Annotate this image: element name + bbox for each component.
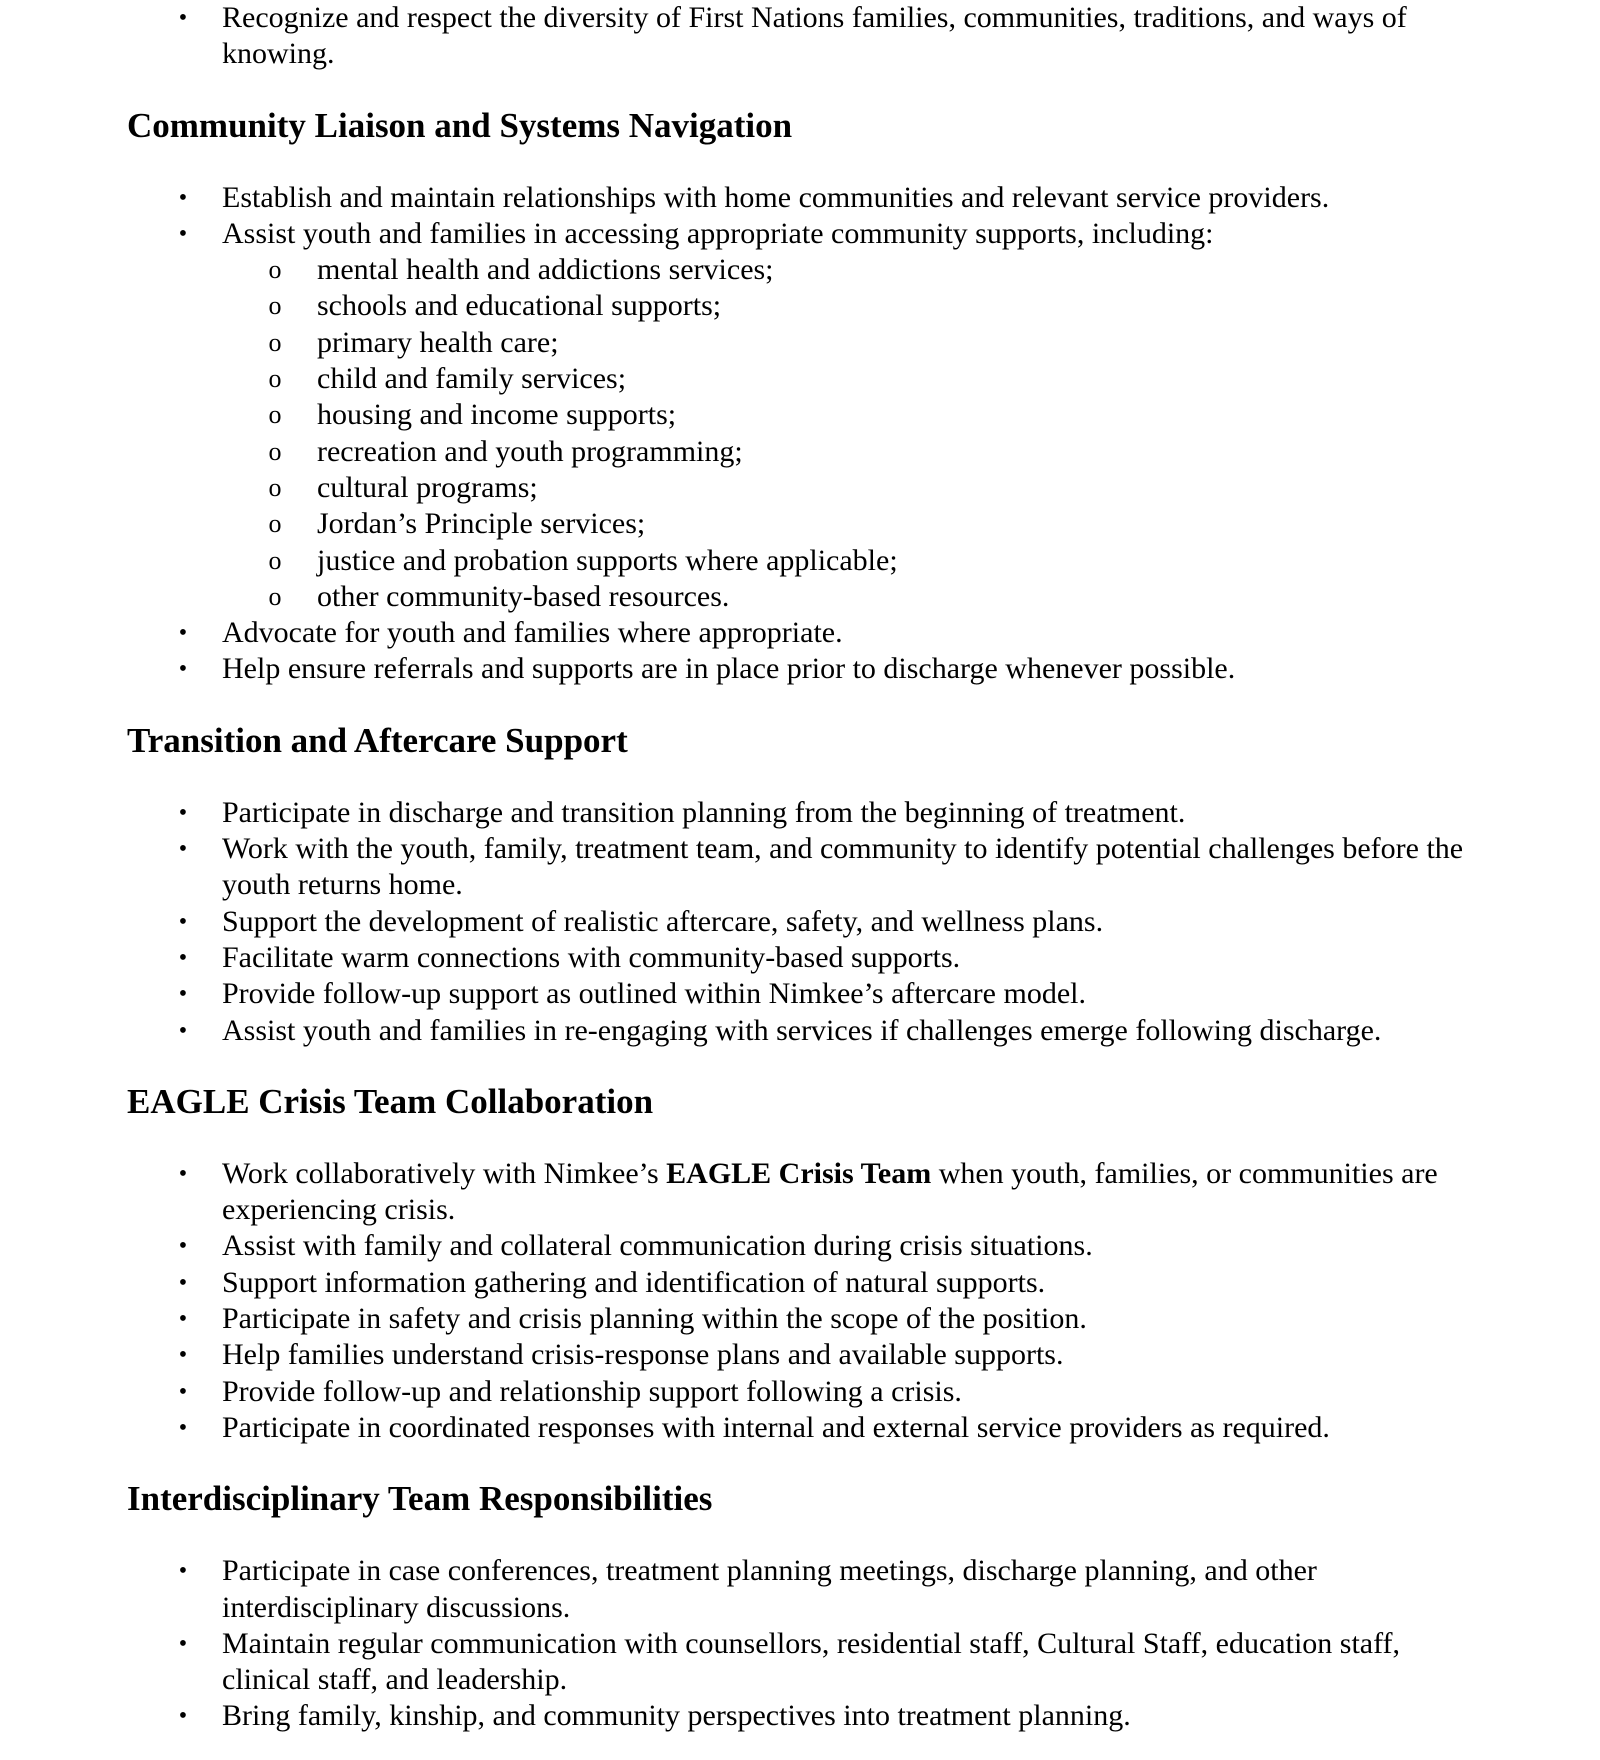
- sub-bullet-marker: o: [268, 436, 282, 466]
- eagle-bullet-list: [127, 1156, 1487, 1446]
- sub-bullet-text: schools and educational supports;: [317, 289, 722, 323]
- bullet-text: Advocate for youth and families where appropriate.: [222, 616, 843, 650]
- sub-list-item: [127, 470, 1487, 506]
- transition-bullet-list: [127, 795, 1487, 1049]
- list-item: [127, 940, 1487, 976]
- list-item: [127, 651, 1487, 687]
- list-item: [127, 1013, 1487, 1049]
- sub-bullet-marker: o: [268, 545, 282, 575]
- list-item: [127, 976, 1487, 1012]
- sub-list-item: [127, 252, 1487, 288]
- list-item: [127, 1156, 1487, 1229]
- bullet-text: Establish and maintain relationships with home communities and relevant service providers.: [222, 180, 1330, 214]
- sub-bullet-marker: o: [268, 255, 282, 285]
- bullet-text: Help families understand crisis-response plans and available supports.: [222, 1338, 1064, 1372]
- bullet-marker: •: [178, 656, 188, 683]
- bullet-marker: •: [178, 1269, 188, 1296]
- bullet-text: Assist youth and families in re-engaging with services if challenges emerge following discharge.: [222, 1013, 1382, 1047]
- bullet-marker: •: [178, 1378, 188, 1405]
- bullet-marker: •: [178, 184, 188, 211]
- list-item: [127, 0, 1487, 73]
- list-item: [127, 615, 1487, 651]
- bullet-marker: •: [178, 1414, 188, 1441]
- document-content: [127, 0, 1487, 1735]
- sub-bullet-text: primary health care;: [317, 325, 559, 359]
- list-item: [127, 1301, 1487, 1337]
- bullet-marker: •: [178, 1306, 188, 1333]
- list-item: [127, 180, 1487, 216]
- section-heading-eagle-crisis-team: EAGLE Crisis Team Collaboration: [127, 1081, 654, 1121]
- sub-bullet-text: Jordan’s Principle services;: [317, 507, 646, 541]
- bullet-text: Maintain regular communication with counsellors, residential staff, Cultural Staff, education staff, clinical staff, and leadership.: [222, 1626, 1401, 1697]
- list-item: [127, 795, 1487, 831]
- bullet-text: Assist with family and collateral communication during crisis situations.: [222, 1229, 1093, 1263]
- bullet-marker: •: [178, 1703, 188, 1730]
- bullet-marker: •: [178, 1558, 188, 1585]
- list-item: [127, 1698, 1487, 1734]
- bullet-marker: •: [178, 944, 188, 971]
- section-heading-interdisciplinary-team: Interdisciplinary Team Responsibilities: [127, 1479, 713, 1519]
- bullet-text-bold: EAGLE Crisis Team: [666, 1156, 932, 1190]
- sub-bullet-text: housing and income supports;: [317, 398, 677, 432]
- bullet-marker: •: [178, 908, 188, 935]
- sub-bullet-text: justice and probation supports where applicable;: [317, 543, 898, 577]
- list-item: [127, 1553, 1487, 1626]
- sub-list-item: [127, 397, 1487, 433]
- sub-bullet-marker: o: [268, 581, 282, 611]
- bullet-text: Help ensure referrals and supports are in place prior to discharge whenever possible.: [222, 652, 1236, 686]
- sub-list-item: [127, 361, 1487, 397]
- sub-bullet-marker: o: [268, 509, 282, 539]
- bullet-text: Participate in case conferences, treatment planning meetings, discharge planning, and other interdisciplinary discussions.: [222, 1554, 1317, 1624]
- list-item: [127, 904, 1487, 940]
- sub-list-item: [127, 288, 1487, 324]
- bullet-text-after: when youth, families, or communities are experiencing crisis.: [222, 1156, 1438, 1227]
- sub-bullet-text: other community-based resources.: [317, 579, 730, 613]
- sub-bullet-marker: o: [268, 291, 282, 321]
- list-item: [127, 1228, 1487, 1264]
- list-item: [127, 1337, 1487, 1373]
- sub-bullet-marker: o: [268, 327, 282, 357]
- intro-bullet-list: [127, 0, 1487, 73]
- list-item: [127, 831, 1487, 904]
- bullet-marker: •: [178, 1233, 188, 1260]
- bullet-marker: •: [178, 981, 188, 1008]
- sub-bullet-marker: o: [268, 364, 282, 394]
- bullet-marker: •: [178, 220, 188, 247]
- list-item: [127, 216, 1487, 252]
- sub-bullet-marker: o: [268, 400, 282, 430]
- bullet-text: Recognize and respect the diversity of First Nations families, communities, traditions, and ways of knowing.: [222, 1, 1407, 71]
- sub-list-item: [127, 434, 1487, 470]
- sub-list-item: [127, 579, 1487, 615]
- sub-bullet-text: cultural programs;: [317, 470, 538, 504]
- section-heading-transition-aftercare: Transition and Aftercare Support: [127, 720, 628, 760]
- bullet-marker: •: [178, 1160, 188, 1187]
- sub-bullet-text: child and family services;: [317, 362, 627, 396]
- list-item: [127, 1374, 1487, 1410]
- bullet-marker: •: [178, 620, 188, 647]
- bullet-marker: •: [178, 1342, 188, 1369]
- bullet-text: Provide follow-up and relationship support following a crisis.: [222, 1374, 962, 1408]
- community-bullet-list-continued: [127, 615, 1487, 688]
- bullet-text: Facilitate warm connections with community-based supports.: [222, 940, 961, 974]
- bullet-text: Work with the youth, family, treatment team, and community to identify potential challenges before the youth returns home.: [222, 832, 1464, 902]
- sub-bullet-text: mental health and addictions services;: [317, 253, 774, 287]
- bullet-marker: •: [178, 799, 188, 826]
- bullet-text: Support information gathering and identification of natural supports.: [222, 1265, 1046, 1299]
- bullet-marker: •: [178, 836, 188, 863]
- sub-list-item: [127, 543, 1487, 579]
- team-bullet-list: [127, 1553, 1487, 1734]
- bullet-text: Support the development of realistic aftercare, safety, and wellness plans.: [222, 904, 1104, 938]
- community-bullet-list: [127, 180, 1487, 253]
- community-supports-sublist: [127, 252, 1487, 615]
- sub-list-item: [127, 506, 1487, 542]
- bullet-text: Assist youth and families in accessing appropriate community supports, including:: [222, 216, 1214, 250]
- bullet-marker: •: [178, 1017, 188, 1044]
- bullet-text: Participate in coordinated responses with internal and external service providers as required.: [222, 1410, 1330, 1444]
- bullet-marker: •: [178, 1630, 188, 1657]
- list-item: [127, 1626, 1487, 1699]
- list-item: [127, 1410, 1487, 1446]
- sub-list-item: [127, 325, 1487, 361]
- sub-bullet-text: recreation and youth programming;: [317, 434, 743, 468]
- bullet-text: Participate in safety and crisis planning within the scope of the position.: [222, 1302, 1087, 1336]
- list-item: [127, 1265, 1487, 1301]
- bullet-marker: •: [178, 5, 188, 31]
- bullet-text-before: Work collaboratively with Nimkee’s: [222, 1156, 667, 1190]
- section-heading-community-liaison: Community Liaison and Systems Navigation: [127, 105, 793, 145]
- bullet-text: Participate in discharge and transition planning from the beginning of treatment.: [222, 795, 1186, 829]
- sub-bullet-marker: o: [268, 472, 282, 502]
- bullet-text: Bring family, kinship, and community perspectives into treatment planning.: [222, 1699, 1131, 1733]
- bullet-text: Provide follow-up support as outlined within Nimkee’s aftercare model.: [222, 977, 1086, 1011]
